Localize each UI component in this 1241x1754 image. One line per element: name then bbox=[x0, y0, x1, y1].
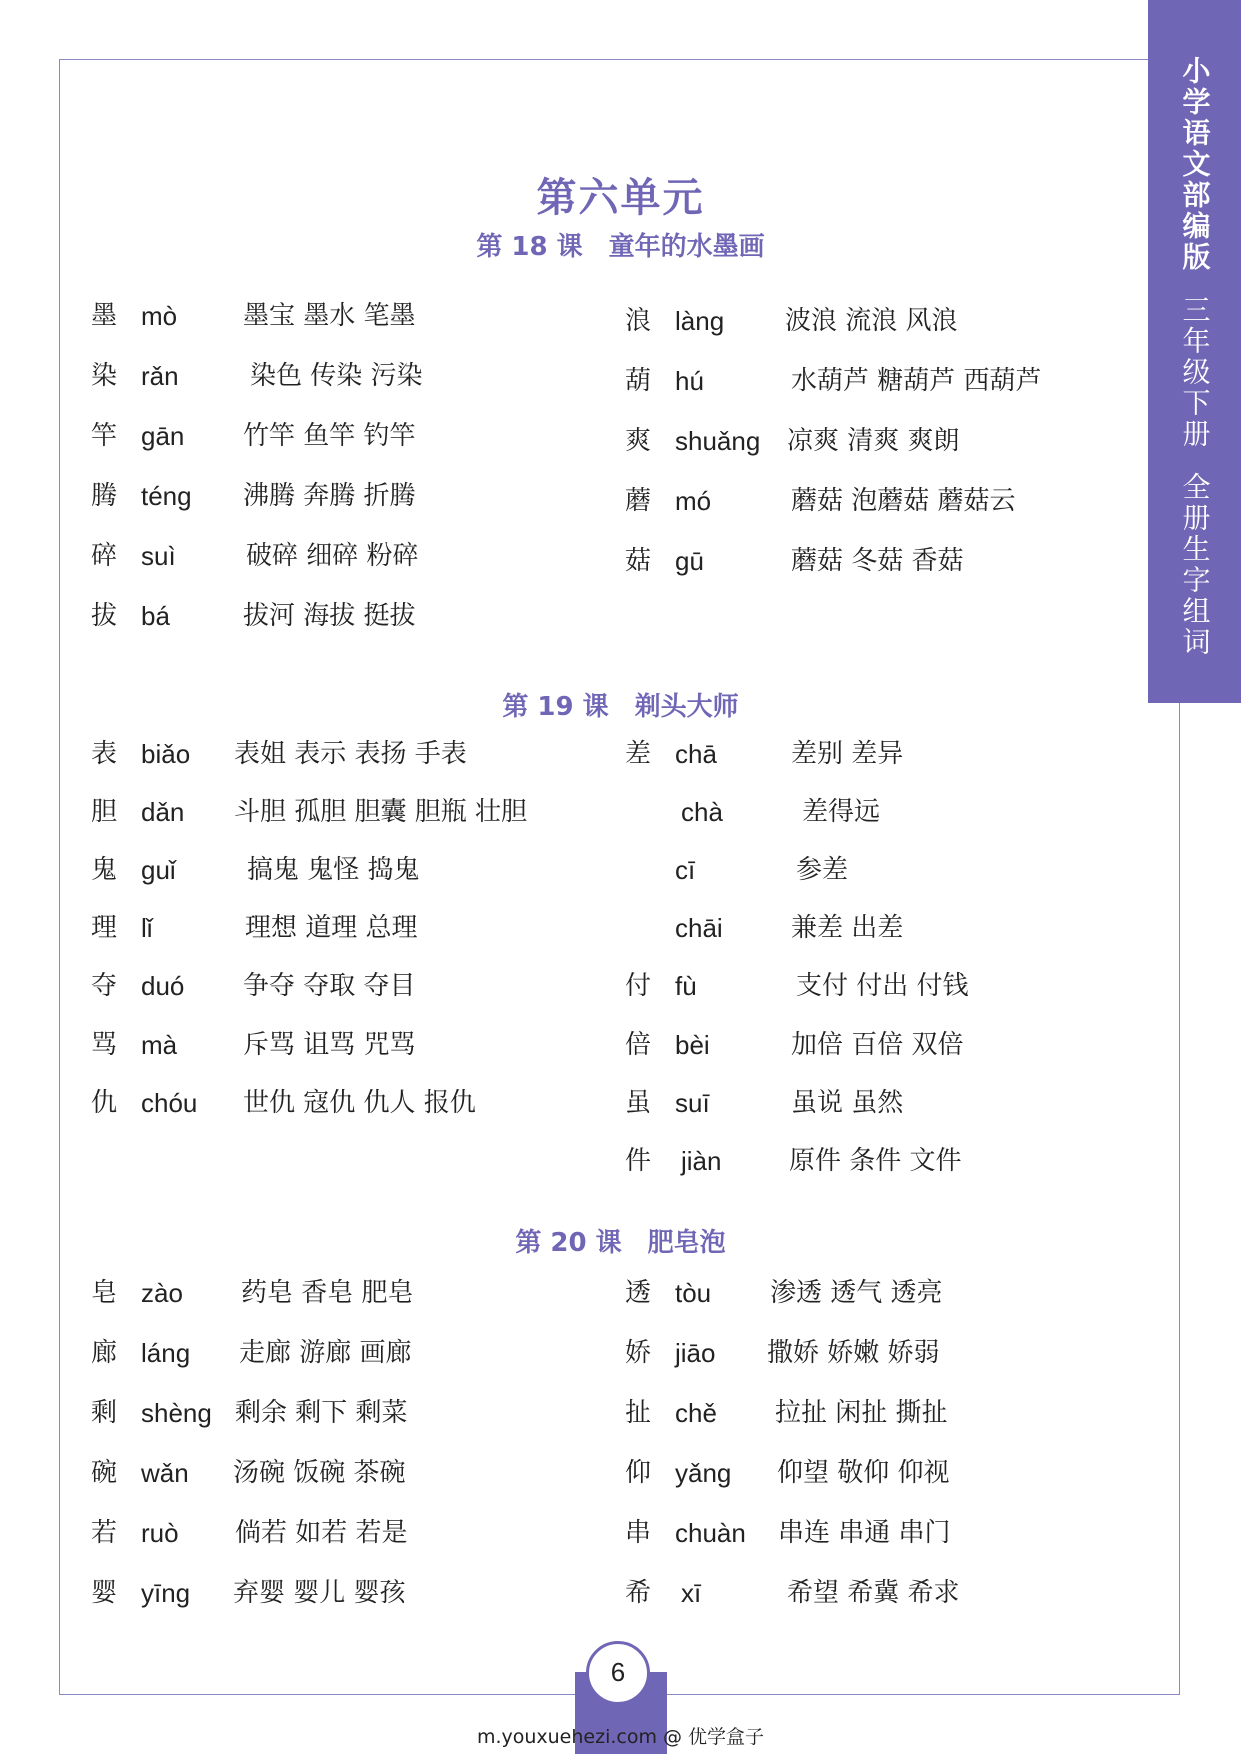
vocab-pinyin: mà bbox=[141, 1030, 178, 1060]
vocab-char: 串 bbox=[625, 1518, 652, 1548]
vocab-char: 仇 bbox=[91, 1088, 118, 1118]
vocab-char: 娇 bbox=[625, 1338, 652, 1368]
vocab-row bbox=[625, 908, 1145, 948]
vocab-row bbox=[625, 1141, 1145, 1181]
vocab-pinyin: jiāo bbox=[675, 1338, 716, 1368]
vocab-words: 争夺 夺取 夺目 bbox=[243, 971, 416, 1001]
vocab-words: 波浪 流浪 风浪 bbox=[785, 306, 958, 336]
vocab-char: 皂 bbox=[91, 1278, 118, 1308]
vocab-row bbox=[91, 476, 611, 516]
vocab-row bbox=[625, 1393, 1145, 1433]
vocab-row bbox=[625, 1083, 1145, 1123]
lesson-title-18: 第 18 课 童年的水墨画 bbox=[476, 232, 765, 262]
vocab-char: 染 bbox=[91, 361, 118, 391]
vocab-words: 搞鬼 鬼怪 捣鬼 bbox=[247, 855, 420, 885]
vocab-char: 廊 bbox=[91, 1338, 118, 1368]
vocab-row bbox=[91, 1025, 611, 1065]
vocab-words: 蘑菇 泡蘑菇 蘑菇云 bbox=[791, 486, 1016, 516]
vocab-char: 碎 bbox=[91, 541, 118, 571]
vocab-char: 浪 bbox=[625, 306, 652, 336]
vocab-row bbox=[91, 1453, 611, 1493]
vocab-row bbox=[91, 850, 611, 890]
vocab-pinyin: bèi bbox=[675, 1030, 710, 1060]
vocab-pinyin: gū bbox=[675, 546, 704, 576]
vocab-char: 夺 bbox=[91, 971, 118, 1001]
vocab-char: 骂 bbox=[91, 1030, 118, 1060]
vocab-row bbox=[625, 1513, 1145, 1553]
vocab-pinyin: bá bbox=[141, 601, 170, 631]
vocab-row bbox=[91, 908, 611, 948]
vocab-pinyin: chóu bbox=[141, 1088, 198, 1118]
vocab-row bbox=[91, 1573, 611, 1613]
vocab-pinyin: dǎn bbox=[141, 797, 185, 827]
vocab-row bbox=[625, 792, 1145, 832]
vocab-pinyin: yīng bbox=[141, 1578, 191, 1608]
vocab-pinyin: biǎo bbox=[141, 739, 191, 769]
vocab-row bbox=[91, 966, 611, 1006]
vocab-words: 差别 差异 bbox=[791, 739, 904, 769]
vocab-char: 虽 bbox=[625, 1088, 652, 1118]
vocab-row bbox=[625, 1273, 1145, 1313]
vocab-pinyin: chà bbox=[681, 797, 723, 827]
vocab-words: 撒娇 娇嫩 娇弱 bbox=[767, 1338, 940, 1368]
vocab-words: 世仇 寇仇 仇人 报仇 bbox=[243, 1088, 476, 1118]
vocab-pinyin: chā bbox=[675, 739, 717, 769]
vocab-words: 参差 bbox=[796, 855, 849, 885]
vocab-words: 破碎 细碎 粉碎 bbox=[246, 541, 419, 571]
vocab-char: 付 bbox=[625, 971, 652, 1001]
vocab-pinyin: yǎng bbox=[675, 1458, 732, 1488]
vocab-char: 腾 bbox=[91, 481, 118, 511]
lesson-title-20: 第 20 课 肥皂泡 bbox=[515, 1228, 726, 1258]
vocab-row bbox=[625, 421, 1145, 461]
vocab-pinyin: cī bbox=[675, 855, 696, 885]
vocab-words: 水葫芦 糖葫芦 西葫芦 bbox=[791, 366, 1042, 396]
vocab-words: 竹竿 鱼竿 钓竿 bbox=[243, 421, 416, 451]
vocab-char: 胆 bbox=[91, 797, 118, 827]
vocab-words: 弃婴 婴儿 婴孩 bbox=[233, 1578, 406, 1608]
vocab-pinyin: shèng bbox=[141, 1398, 212, 1428]
side-tab-grade: 三年级下册 bbox=[1178, 295, 1212, 450]
vocab-char: 碗 bbox=[91, 1458, 118, 1488]
side-tab bbox=[1148, 0, 1241, 703]
vocab-row bbox=[91, 1513, 611, 1553]
vocab-pinyin: hú bbox=[675, 366, 704, 396]
vocab-words: 差得远 bbox=[802, 797, 881, 827]
vocab-row bbox=[625, 966, 1145, 1006]
vocab-row bbox=[91, 1333, 611, 1373]
vocab-char: 鬼 bbox=[91, 855, 118, 885]
vocab-row bbox=[91, 734, 611, 774]
side-tab-series: 小学语文部编版 bbox=[1178, 56, 1212, 273]
vocab-pinyin: láng bbox=[141, 1338, 191, 1368]
vocab-words: 兼差 出差 bbox=[791, 913, 904, 943]
footer-source: m.youxuehezi.com @ 优学盒子 bbox=[476, 1726, 765, 1748]
vocab-pinyin: rǎn bbox=[141, 361, 179, 391]
vocab-pinyin: ruò bbox=[141, 1518, 179, 1548]
vocab-words: 药皂 香皂 肥皂 bbox=[241, 1278, 414, 1308]
vocab-pinyin: wǎn bbox=[141, 1458, 189, 1488]
side-tab-subject: 全册生字组词 bbox=[1178, 472, 1212, 658]
vocab-words: 仰望 敬仰 仰视 bbox=[777, 1458, 950, 1488]
vocab-words: 沸腾 奔腾 折腾 bbox=[243, 481, 416, 511]
vocab-char: 葫 bbox=[625, 366, 652, 396]
vocab-pinyin: lǐ bbox=[141, 913, 153, 943]
vocab-row bbox=[625, 1333, 1145, 1373]
vocab-row bbox=[91, 1393, 611, 1433]
vocab-row bbox=[91, 596, 611, 636]
vocab-char: 蘑 bbox=[625, 486, 652, 516]
vocab-char: 竿 bbox=[91, 421, 118, 451]
vocab-words: 虽说 虽然 bbox=[791, 1088, 904, 1118]
lesson-title-19: 第 19 课 剃头大师 bbox=[502, 692, 739, 722]
vocab-row bbox=[91, 416, 611, 456]
vocab-pinyin: mò bbox=[141, 301, 178, 331]
vocab-pinyin: zào bbox=[141, 1278, 183, 1308]
vocab-row bbox=[625, 1453, 1145, 1493]
vocab-char: 透 bbox=[625, 1278, 652, 1308]
vocab-pinyin: téng bbox=[141, 481, 192, 511]
vocab-words: 拉扯 闲扯 撕扯 bbox=[775, 1398, 948, 1428]
vocab-pinyin: gān bbox=[141, 421, 185, 451]
vocab-char: 理 bbox=[91, 913, 118, 943]
vocab-words: 表姐 表示 表扬 手表 bbox=[234, 739, 467, 769]
vocab-words: 斗胆 孤胆 胆囊 胆瓶 壮胆 bbox=[234, 797, 528, 827]
vocab-row bbox=[91, 1083, 611, 1123]
vocab-pinyin: duó bbox=[141, 971, 185, 1001]
page-number: 6 bbox=[586, 1641, 650, 1705]
vocab-char: 拔 bbox=[91, 601, 118, 631]
vocab-row bbox=[91, 296, 611, 336]
vocab-words: 走廊 游廊 画廊 bbox=[239, 1338, 412, 1368]
vocab-words: 加倍 百倍 双倍 bbox=[791, 1030, 964, 1060]
vocab-char: 件 bbox=[625, 1146, 652, 1176]
vocab-words: 染色 传染 污染 bbox=[250, 361, 423, 391]
vocab-pinyin: chāi bbox=[675, 913, 723, 943]
vocab-words: 理想 道理 总理 bbox=[245, 913, 418, 943]
vocab-pinyin: tòu bbox=[675, 1278, 712, 1308]
vocab-pinyin: shuǎng bbox=[675, 426, 761, 456]
vocab-words: 支付 付出 付钱 bbox=[796, 971, 969, 1001]
vocab-char: 表 bbox=[91, 739, 118, 769]
vocab-pinyin: mó bbox=[675, 486, 712, 516]
vocab-row bbox=[625, 734, 1145, 774]
vocab-char: 墨 bbox=[91, 301, 118, 331]
vocab-words: 串连 串通 串门 bbox=[778, 1518, 951, 1548]
vocab-words: 希望 希冀 希求 bbox=[787, 1578, 960, 1608]
vocab-words: 倘若 如若 若是 bbox=[235, 1518, 408, 1548]
vocab-char: 爽 bbox=[625, 426, 652, 456]
vocab-words: 凉爽 清爽 爽朗 bbox=[787, 426, 960, 456]
vocab-row bbox=[625, 481, 1145, 521]
vocab-char: 婴 bbox=[91, 1578, 118, 1608]
vocab-pinyin: suì bbox=[141, 541, 176, 571]
vocab-row bbox=[91, 792, 611, 832]
vocab-words: 墨宝 墨水 笔墨 bbox=[243, 301, 416, 331]
vocab-row bbox=[625, 850, 1145, 890]
vocab-pinyin: jiàn bbox=[681, 1146, 722, 1176]
vocab-pinyin: chě bbox=[675, 1398, 717, 1428]
vocab-pinyin: làng bbox=[675, 306, 725, 336]
vocab-pinyin: xī bbox=[681, 1578, 702, 1608]
vocab-words: 原件 条件 文件 bbox=[789, 1146, 962, 1176]
vocab-char: 扯 bbox=[625, 1398, 652, 1428]
vocab-words: 拔河 海拔 挺拔 bbox=[243, 601, 416, 631]
vocab-row bbox=[625, 1573, 1145, 1613]
vocab-words: 剩余 剩下 剩菜 bbox=[235, 1398, 408, 1428]
vocab-words: 汤碗 饭碗 茶碗 bbox=[233, 1458, 406, 1488]
vocab-row bbox=[625, 301, 1145, 341]
vocab-pinyin: suī bbox=[675, 1088, 710, 1118]
vocab-row bbox=[625, 541, 1145, 581]
vocab-row bbox=[91, 1273, 611, 1313]
vocab-char: 差 bbox=[625, 739, 652, 769]
vocab-char: 仰 bbox=[625, 1458, 652, 1488]
vocab-char: 倍 bbox=[625, 1030, 652, 1060]
vocab-row bbox=[625, 1025, 1145, 1065]
vocab-words: 斥骂 诅骂 咒骂 bbox=[243, 1030, 416, 1060]
vocab-pinyin: guǐ bbox=[141, 855, 176, 885]
vocab-words: 渗透 透气 透亮 bbox=[770, 1278, 943, 1308]
vocab-row bbox=[91, 356, 611, 396]
vocab-char: 若 bbox=[91, 1518, 118, 1548]
vocab-words: 蘑菇 冬菇 香菇 bbox=[791, 546, 964, 576]
vocab-char: 希 bbox=[625, 1578, 652, 1608]
vocab-char: 剩 bbox=[91, 1398, 118, 1428]
unit-title: 第六单元 bbox=[536, 175, 705, 221]
vocab-char: 菇 bbox=[625, 546, 652, 576]
vocab-row bbox=[91, 536, 611, 576]
vocab-row bbox=[625, 361, 1145, 401]
vocab-pinyin: chuàn bbox=[675, 1518, 746, 1548]
vocab-pinyin: fù bbox=[675, 971, 697, 1001]
